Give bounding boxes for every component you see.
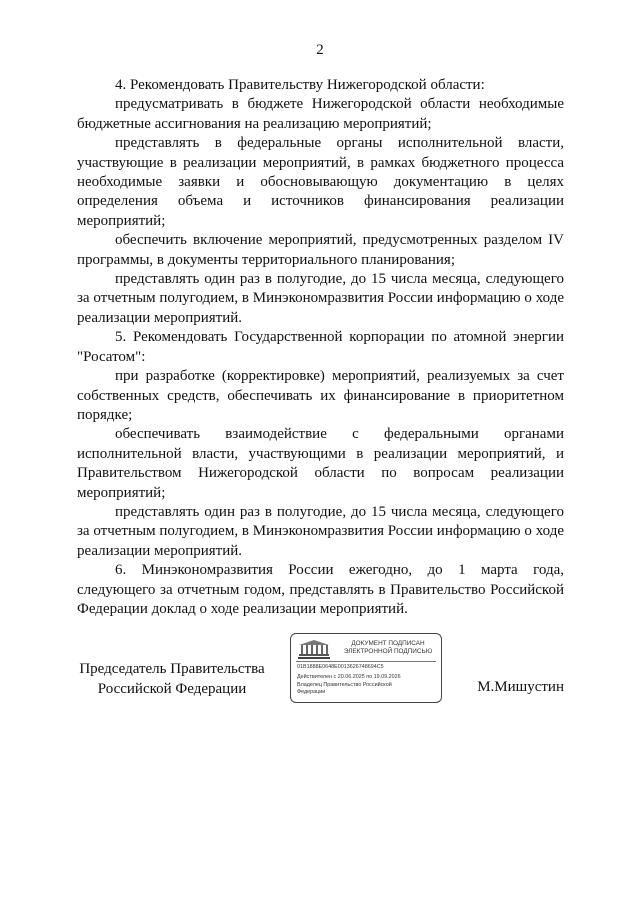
paragraph: представлять один раз в полугодие, до 15 числа месяца, следующего за отчетным полугодием, в Минэкономразвития России информацию о ходе реализации мероприятий. xyxy=(77,503,564,559)
stamp-validity: Действителен с 20.06.2025 по 19.09.2026 xyxy=(297,674,401,680)
paragraph: обеспечить включение мероприятий, предусмотренных разделом IV программы, в документы территориального планирования; xyxy=(77,232,564,268)
paragraph: 6. Минэкономразвития России ежегодно, до 1 марта года, следующего за отчетным годом, представлять в Правительство Российской Федерации доклад о ходе реализации мероприятий. xyxy=(77,562,564,617)
document-body xyxy=(77,76,564,619)
stamp-serial: 01B1888E0648E0013626748694C5 xyxy=(297,664,384,670)
page-number: 2 xyxy=(316,42,324,58)
stamp-divider xyxy=(296,661,436,662)
stamp-title-line: ЭЛЕКТРОННОЙ ПОДПИСЬЮ xyxy=(343,648,433,655)
paragraph: обеспечивать взаимодействие с федеральными органами исполнительной власти, участвующими в реализации мероприятий, и Правительством Нижегородской области по вопросам реализации мероприятий; xyxy=(77,426,564,501)
signatory-title-line: Председатель Правительства xyxy=(79,661,265,677)
stamp-title-line: ДОКУМЕНТ ПОДПИСАН xyxy=(351,640,425,647)
signature-block xyxy=(0,633,640,713)
paragraph: 5. Рекомендовать Государственной корпорации по атомной энергии "Росатом": xyxy=(77,329,564,365)
signatory-name: М.Мишустин xyxy=(477,679,564,695)
stamp-title xyxy=(339,640,437,656)
paragraph: представлять в федеральные органы исполнительной власти, участвующие в реализации мероприятий, в рамках бюджетного процесса необходимые заявки и обосновывающую документацию в целях определения объема и источников финансирования реализации мероприятий; xyxy=(77,135,564,229)
paragraph: при разработке (корректировке) мероприятий, реализуемых за счет собственных средств, обеспечивать их финансирование в приоритетном порядке; xyxy=(77,368,564,423)
signatory-title xyxy=(77,659,267,699)
stamp-owner: Владелец Правительство Российской xyxy=(297,682,392,688)
government-emblem-icon xyxy=(297,639,331,661)
signatory-title-line: Российской Федерации xyxy=(97,681,247,697)
stamp-owner: Федерации xyxy=(297,689,326,695)
paragraph: 4. Рекомендовать Правительству Нижегородской области: xyxy=(115,77,485,93)
electronic-signature-stamp xyxy=(290,633,442,703)
paragraph: представлять один раз в полугодие, до 15 числа месяца, следующего за отчетным полугодием, в Минэкономразвития России информацию о ходе реализации мероприятий. xyxy=(77,271,564,326)
paragraph: предусматривать в бюджете Нижегородской области необходимые бюджетные ассигнования на реализацию мероприятий; xyxy=(77,96,564,132)
